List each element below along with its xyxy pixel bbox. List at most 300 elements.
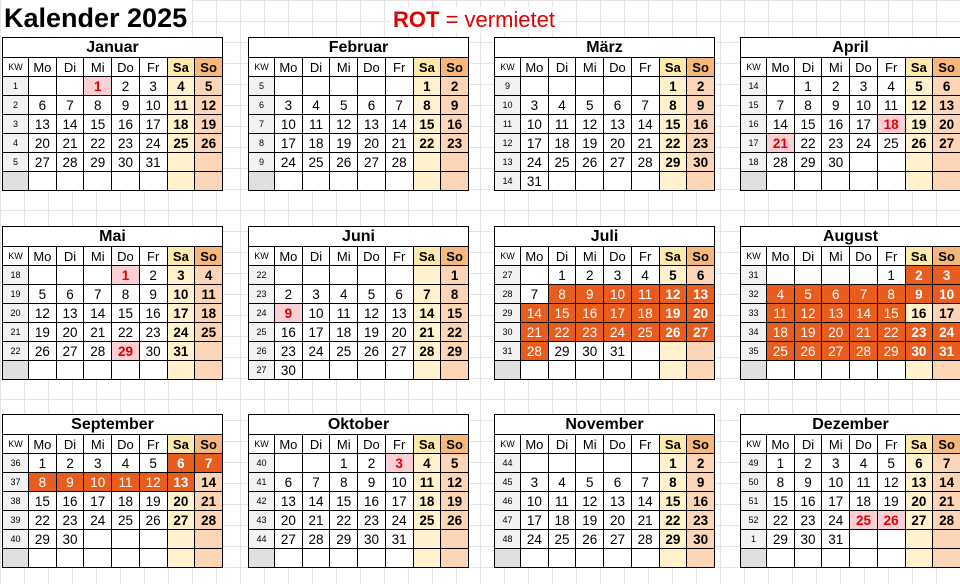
day-cell[interactable]: 15	[84, 115, 112, 134]
day-cell[interactable]: 12	[877, 473, 905, 492]
day-cell[interactable]: 18	[877, 115, 905, 134]
day-cell[interactable]: 14	[385, 115, 413, 134]
day-cell[interactable]: 17	[302, 323, 330, 342]
day-cell[interactable]: 6	[56, 285, 84, 304]
day-cell[interactable]: 2	[794, 454, 822, 473]
day-cell[interactable]: 6	[687, 266, 715, 285]
day-cell[interactable]: 22	[112, 323, 140, 342]
day-cell[interactable]: 17	[822, 492, 850, 511]
day-cell[interactable]: 26	[877, 511, 905, 530]
day-cell[interactable]: 27	[905, 511, 933, 530]
day-cell[interactable]: 14	[521, 304, 549, 323]
day-cell[interactable]: 31	[604, 342, 632, 361]
day-cell[interactable]: 26	[659, 323, 687, 342]
day-cell[interactable]: 3	[167, 266, 195, 285]
day-cell[interactable]: 11	[767, 304, 795, 323]
day-cell[interactable]: 22	[441, 323, 469, 342]
day-cell[interactable]: 29	[794, 153, 822, 172]
day-cell[interactable]: 14	[84, 304, 112, 323]
day-cell[interactable]: 8	[413, 96, 441, 115]
day-cell[interactable]: 13	[604, 115, 632, 134]
day-cell[interactable]: 1	[112, 266, 140, 285]
day-cell[interactable]: 27	[933, 134, 960, 153]
day-cell[interactable]: 1	[659, 454, 687, 473]
day-cell[interactable]: 7	[933, 454, 960, 473]
day-cell[interactable]: 1	[767, 454, 795, 473]
day-cell[interactable]: 4	[195, 266, 223, 285]
day-cell[interactable]: 13	[275, 492, 303, 511]
day-cell[interactable]: 30	[687, 530, 715, 549]
day-cell[interactable]: 21	[631, 134, 659, 153]
day-cell[interactable]: 17	[521, 134, 549, 153]
day-cell[interactable]: 8	[84, 96, 112, 115]
day-cell[interactable]: 5	[794, 285, 822, 304]
day-cell[interactable]: 18	[767, 323, 795, 342]
day-cell[interactable]: 6	[905, 454, 933, 473]
day-cell[interactable]: 24	[139, 134, 167, 153]
day-cell[interactable]: 7	[521, 285, 549, 304]
day-cell[interactable]: 3	[84, 454, 112, 473]
day-cell[interactable]: 6	[167, 454, 195, 473]
day-cell[interactable]: 12	[441, 473, 469, 492]
day-cell[interactable]: 17	[850, 115, 878, 134]
day-cell[interactable]: 14	[56, 115, 84, 134]
day-cell[interactable]: 9	[687, 96, 715, 115]
day-cell[interactable]: 13	[822, 304, 850, 323]
day-cell[interactable]: 15	[413, 115, 441, 134]
day-cell[interactable]: 12	[358, 304, 386, 323]
day-cell[interactable]: 29	[29, 530, 57, 549]
day-cell[interactable]: 8	[794, 96, 822, 115]
day-cell[interactable]: 2	[905, 266, 933, 285]
day-cell[interactable]: 4	[167, 77, 195, 96]
day-cell[interactable]: 4	[767, 285, 795, 304]
day-cell[interactable]: 13	[687, 285, 715, 304]
day-cell[interactable]: 10	[933, 285, 960, 304]
day-cell[interactable]: 21	[521, 323, 549, 342]
day-cell[interactable]: 31	[521, 172, 549, 191]
day-cell[interactable]: 18	[112, 492, 140, 511]
day-cell[interactable]: 27	[385, 342, 413, 361]
day-cell[interactable]: 24	[822, 511, 850, 530]
day-cell[interactable]: 25	[850, 511, 878, 530]
day-cell[interactable]: 24	[933, 323, 960, 342]
day-cell[interactable]: 22	[29, 511, 57, 530]
day-cell[interactable]: 17	[385, 492, 413, 511]
day-cell[interactable]: 25	[195, 323, 223, 342]
day-cell[interactable]: 24	[385, 511, 413, 530]
day-cell[interactable]: 30	[822, 153, 850, 172]
day-cell[interactable]: 21	[385, 134, 413, 153]
day-cell[interactable]: 20	[604, 511, 632, 530]
day-cell[interactable]: 2	[139, 266, 167, 285]
day-cell[interactable]: 20	[905, 492, 933, 511]
day-cell[interactable]: 3	[385, 454, 413, 473]
day-cell[interactable]: 26	[358, 342, 386, 361]
day-cell[interactable]: 25	[167, 134, 195, 153]
day-cell[interactable]: 20	[385, 323, 413, 342]
day-cell[interactable]: 12	[330, 115, 358, 134]
day-cell[interactable]: 9	[822, 96, 850, 115]
day-cell[interactable]: 27	[275, 530, 303, 549]
day-cell[interactable]: 1	[877, 266, 905, 285]
day-cell[interactable]: 8	[441, 285, 469, 304]
day-cell[interactable]: 30	[576, 342, 604, 361]
day-cell[interactable]: 25	[330, 342, 358, 361]
day-cell[interactable]: 9	[687, 473, 715, 492]
day-cell[interactable]: 8	[112, 285, 140, 304]
day-cell[interactable]: 1	[659, 77, 687, 96]
day-cell[interactable]: 4	[877, 77, 905, 96]
day-cell[interactable]: 9	[56, 473, 84, 492]
day-cell[interactable]: 5	[139, 454, 167, 473]
day-cell[interactable]: 21	[56, 134, 84, 153]
day-cell[interactable]: 3	[850, 77, 878, 96]
day-cell[interactable]: 28	[631, 153, 659, 172]
day-cell[interactable]: 11	[195, 285, 223, 304]
day-cell[interactable]: 3	[521, 96, 549, 115]
day-cell[interactable]: 13	[933, 96, 960, 115]
day-cell[interactable]: 19	[139, 492, 167, 511]
day-cell[interactable]: 2	[822, 77, 850, 96]
day-cell[interactable]: 5	[877, 454, 905, 473]
day-cell[interactable]: 30	[56, 530, 84, 549]
day-cell[interactable]: 13	[604, 492, 632, 511]
day-cell[interactable]: 19	[358, 323, 386, 342]
day-cell[interactable]: 23	[822, 134, 850, 153]
day-cell[interactable]: 28	[521, 342, 549, 361]
day-cell[interactable]: 26	[905, 134, 933, 153]
day-cell[interactable]: 30	[358, 530, 386, 549]
day-cell[interactable]: 9	[576, 285, 604, 304]
day-cell[interactable]: 26	[29, 342, 57, 361]
day-cell[interactable]: 29	[659, 530, 687, 549]
day-cell[interactable]: 1	[548, 266, 576, 285]
day-cell[interactable]: 19	[659, 304, 687, 323]
day-cell[interactable]: 4	[850, 454, 878, 473]
day-cell[interactable]: 1	[794, 77, 822, 96]
day-cell[interactable]: 19	[29, 323, 57, 342]
day-cell[interactable]: 24	[521, 530, 549, 549]
day-cell[interactable]: 2	[358, 454, 386, 473]
day-cell[interactable]: 7	[767, 96, 795, 115]
day-cell[interactable]: 24	[850, 134, 878, 153]
day-cell[interactable]: 16	[139, 304, 167, 323]
day-cell[interactable]: 18	[413, 492, 441, 511]
day-cell[interactable]: 27	[29, 153, 57, 172]
day-cell[interactable]: 22	[767, 511, 795, 530]
day-cell[interactable]: 10	[139, 96, 167, 115]
day-cell[interactable]: 6	[358, 96, 386, 115]
day-cell[interactable]: 15	[659, 115, 687, 134]
day-cell[interactable]: 7	[195, 454, 223, 473]
day-cell[interactable]: 14	[302, 492, 330, 511]
day-cell[interactable]: 4	[302, 96, 330, 115]
day-cell[interactable]: 14	[631, 115, 659, 134]
day-cell[interactable]: 29	[441, 342, 469, 361]
day-cell[interactable]: 16	[687, 115, 715, 134]
day-cell[interactable]: 20	[56, 323, 84, 342]
day-cell[interactable]: 13	[56, 304, 84, 323]
day-cell[interactable]: 6	[822, 285, 850, 304]
day-cell[interactable]: 9	[358, 473, 386, 492]
day-cell[interactable]: 2	[441, 77, 469, 96]
day-cell[interactable]: 5	[195, 77, 223, 96]
day-cell[interactable]: 11	[302, 115, 330, 134]
day-cell[interactable]: 13	[29, 115, 57, 134]
day-cell[interactable]: 5	[330, 96, 358, 115]
day-cell[interactable]: 15	[29, 492, 57, 511]
day-cell[interactable]: 22	[659, 134, 687, 153]
day-cell[interactable]: 19	[441, 492, 469, 511]
day-cell[interactable]: 30	[139, 342, 167, 361]
day-cell[interactable]: 7	[302, 473, 330, 492]
day-cell[interactable]: 27	[358, 153, 386, 172]
day-cell[interactable]: 7	[385, 96, 413, 115]
day-cell[interactable]: 19	[576, 134, 604, 153]
day-cell[interactable]: 9	[139, 285, 167, 304]
day-cell[interactable]: 30	[794, 530, 822, 549]
day-cell[interactable]: 14	[631, 492, 659, 511]
day-cell[interactable]: 9	[112, 96, 140, 115]
day-cell[interactable]: 3	[139, 77, 167, 96]
day-cell[interactable]: 31	[167, 342, 195, 361]
day-cell[interactable]: 23	[56, 511, 84, 530]
day-cell[interactable]: 10	[521, 492, 549, 511]
day-cell[interactable]: 30	[687, 153, 715, 172]
day-cell[interactable]: 25	[631, 323, 659, 342]
day-cell[interactable]: 11	[112, 473, 140, 492]
day-cell[interactable]: 2	[275, 285, 303, 304]
day-cell[interactable]: 21	[631, 511, 659, 530]
day-cell[interactable]: 18	[548, 511, 576, 530]
day-cell[interactable]: 20	[687, 304, 715, 323]
day-cell[interactable]: 3	[822, 454, 850, 473]
day-cell[interactable]: 6	[29, 96, 57, 115]
day-cell[interactable]: 11	[850, 473, 878, 492]
day-cell[interactable]: 8	[330, 473, 358, 492]
day-cell[interactable]: 8	[548, 285, 576, 304]
day-cell[interactable]: 22	[548, 323, 576, 342]
day-cell[interactable]: 15	[659, 492, 687, 511]
day-cell[interactable]: 3	[933, 266, 960, 285]
day-cell[interactable]: 23	[687, 134, 715, 153]
day-cell[interactable]: 15	[794, 115, 822, 134]
day-cell[interactable]: 18	[548, 134, 576, 153]
day-cell[interactable]: 29	[767, 530, 795, 549]
day-cell[interactable]: 17	[604, 304, 632, 323]
day-cell[interactable]: 2	[687, 454, 715, 473]
day-cell[interactable]: 4	[548, 96, 576, 115]
day-cell[interactable]: 27	[56, 342, 84, 361]
day-cell[interactable]: 6	[604, 96, 632, 115]
day-cell[interactable]: 30	[112, 153, 140, 172]
day-cell[interactable]: 20	[29, 134, 57, 153]
day-cell[interactable]: 15	[877, 304, 905, 323]
day-cell[interactable]: 20	[933, 115, 960, 134]
day-cell[interactable]: 21	[933, 492, 960, 511]
day-cell[interactable]: 20	[275, 511, 303, 530]
day-cell[interactable]: 29	[659, 153, 687, 172]
day-cell[interactable]: 27	[604, 153, 632, 172]
day-cell[interactable]: 25	[302, 153, 330, 172]
day-cell[interactable]: 5	[441, 454, 469, 473]
day-cell[interactable]: 2	[576, 266, 604, 285]
day-cell[interactable]: 16	[358, 492, 386, 511]
day-cell[interactable]: 10	[850, 96, 878, 115]
day-cell[interactable]: 24	[604, 323, 632, 342]
day-cell[interactable]: 14	[413, 304, 441, 323]
day-cell[interactable]: 18	[195, 304, 223, 323]
day-cell[interactable]: 10	[84, 473, 112, 492]
day-cell[interactable]: 11	[330, 304, 358, 323]
day-cell[interactable]: 1	[330, 454, 358, 473]
day-cell[interactable]: 24	[275, 153, 303, 172]
day-cell[interactable]: 25	[413, 511, 441, 530]
day-cell[interactable]: 28	[302, 530, 330, 549]
day-cell[interactable]: 28	[850, 342, 878, 361]
day-cell[interactable]: 21	[302, 511, 330, 530]
day-cell[interactable]: 14	[767, 115, 795, 134]
day-cell[interactable]: 11	[167, 96, 195, 115]
day-cell[interactable]: 26	[576, 530, 604, 549]
day-cell[interactable]: 19	[877, 492, 905, 511]
day-cell[interactable]: 16	[794, 492, 822, 511]
day-cell[interactable]: 28	[631, 530, 659, 549]
day-cell[interactable]: 11	[413, 473, 441, 492]
day-cell[interactable]: 23	[358, 511, 386, 530]
day-cell[interactable]: 28	[767, 153, 795, 172]
day-cell[interactable]: 4	[413, 454, 441, 473]
day-cell[interactable]: 29	[330, 530, 358, 549]
day-cell[interactable]: 23	[139, 323, 167, 342]
day-cell[interactable]: 12	[139, 473, 167, 492]
day-cell[interactable]: 1	[413, 77, 441, 96]
day-cell[interactable]: 10	[302, 304, 330, 323]
day-cell[interactable]: 1	[29, 454, 57, 473]
day-cell[interactable]: 31	[385, 530, 413, 549]
day-cell[interactable]: 29	[112, 342, 140, 361]
day-cell[interactable]: 17	[933, 304, 960, 323]
day-cell[interactable]: 25	[548, 530, 576, 549]
day-cell[interactable]: 31	[933, 342, 960, 361]
day-cell[interactable]: 23	[441, 134, 469, 153]
day-cell[interactable]: 6	[604, 473, 632, 492]
day-cell[interactable]: 22	[877, 323, 905, 342]
day-cell[interactable]: 15	[330, 492, 358, 511]
day-cell[interactable]: 13	[358, 115, 386, 134]
day-cell[interactable]: 31	[822, 530, 850, 549]
day-cell[interactable]: 8	[877, 285, 905, 304]
day-cell[interactable]: 16	[576, 304, 604, 323]
day-cell[interactable]: 5	[576, 96, 604, 115]
day-cell[interactable]: 25	[877, 134, 905, 153]
day-cell[interactable]: 19	[576, 511, 604, 530]
day-cell[interactable]: 25	[548, 153, 576, 172]
day-cell[interactable]: 6	[275, 473, 303, 492]
day-cell[interactable]: 4	[548, 473, 576, 492]
day-cell[interactable]: 7	[56, 96, 84, 115]
day-cell[interactable]: 17	[84, 492, 112, 511]
day-cell[interactable]: 20	[167, 492, 195, 511]
day-cell[interactable]: 23	[576, 323, 604, 342]
day-cell[interactable]: 22	[413, 134, 441, 153]
day-cell[interactable]: 17	[521, 511, 549, 530]
day-cell[interactable]: 8	[659, 96, 687, 115]
day-cell[interactable]: 16	[441, 115, 469, 134]
day-cell[interactable]: 17	[275, 134, 303, 153]
day-cell[interactable]: 28	[385, 153, 413, 172]
day-cell[interactable]: 28	[56, 153, 84, 172]
day-cell[interactable]: 9	[441, 96, 469, 115]
day-cell[interactable]: 7	[84, 285, 112, 304]
day-cell[interactable]: 6	[933, 77, 960, 96]
day-cell[interactable]: 11	[631, 285, 659, 304]
day-cell[interactable]: 18	[302, 134, 330, 153]
day-cell[interactable]: 12	[659, 285, 687, 304]
day-cell[interactable]: 18	[330, 323, 358, 342]
day-cell[interactable]: 12	[794, 304, 822, 323]
day-cell[interactable]: 16	[687, 492, 715, 511]
day-cell[interactable]: 23	[687, 511, 715, 530]
day-cell[interactable]: 27	[822, 342, 850, 361]
day-cell[interactable]: 23	[905, 323, 933, 342]
day-cell[interactable]: 23	[112, 134, 140, 153]
day-cell[interactable]: 7	[850, 285, 878, 304]
day-cell[interactable]: 9	[905, 285, 933, 304]
day-cell[interactable]: 23	[275, 342, 303, 361]
day-cell[interactable]: 14	[850, 304, 878, 323]
day-cell[interactable]: 18	[167, 115, 195, 134]
day-cell[interactable]: 12	[576, 492, 604, 511]
day-cell[interactable]: 7	[631, 473, 659, 492]
day-cell[interactable]: 20	[822, 323, 850, 342]
day-cell[interactable]: 12	[576, 115, 604, 134]
day-cell[interactable]: 9	[275, 304, 303, 323]
day-cell[interactable]: 3	[275, 96, 303, 115]
day-cell[interactable]: 10	[822, 473, 850, 492]
day-cell[interactable]: 18	[631, 304, 659, 323]
day-cell[interactable]: 12	[905, 96, 933, 115]
day-cell[interactable]: 16	[822, 115, 850, 134]
day-cell[interactable]: 20	[604, 134, 632, 153]
day-cell[interactable]: 5	[905, 77, 933, 96]
day-cell[interactable]: 29	[548, 342, 576, 361]
day-cell[interactable]: 15	[548, 304, 576, 323]
day-cell[interactable]: 30	[275, 361, 303, 380]
day-cell[interactable]: 1	[84, 77, 112, 96]
day-cell[interactable]: 26	[794, 342, 822, 361]
day-cell[interactable]: 24	[521, 153, 549, 172]
day-cell[interactable]: 28	[195, 511, 223, 530]
day-cell[interactable]: 4	[631, 266, 659, 285]
day-cell[interactable]: 28	[84, 342, 112, 361]
day-cell[interactable]: 21	[84, 323, 112, 342]
day-cell[interactable]: 26	[576, 153, 604, 172]
day-cell[interactable]: 2	[687, 77, 715, 96]
day-cell[interactable]: 24	[84, 511, 112, 530]
day-cell[interactable]: 25	[767, 342, 795, 361]
day-cell[interactable]: 19	[195, 115, 223, 134]
day-cell[interactable]: 3	[521, 473, 549, 492]
day-cell[interactable]: 21	[850, 323, 878, 342]
day-cell[interactable]: 11	[548, 115, 576, 134]
day-cell[interactable]: 1	[441, 266, 469, 285]
day-cell[interactable]: 10	[521, 115, 549, 134]
day-cell[interactable]: 31	[139, 153, 167, 172]
day-cell[interactable]: 10	[385, 473, 413, 492]
day-cell[interactable]: 24	[302, 342, 330, 361]
